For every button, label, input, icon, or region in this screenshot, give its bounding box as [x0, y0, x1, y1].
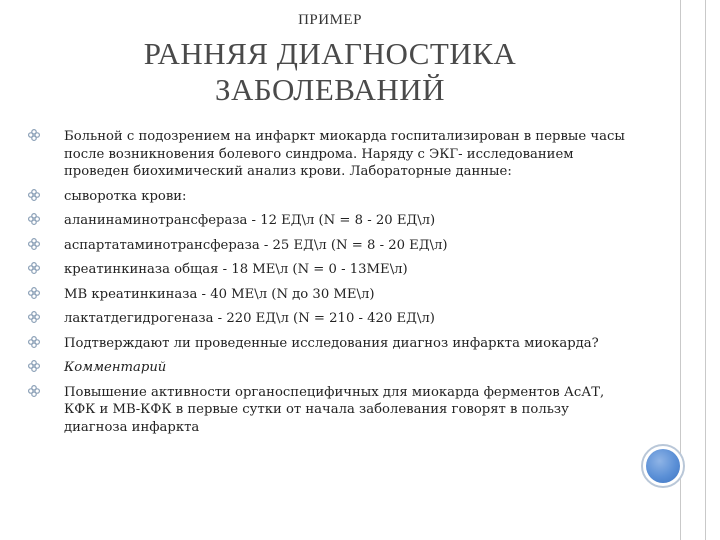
bullet-text: сыворотка крови:	[64, 188, 187, 204]
flower-bullet-icon	[28, 336, 40, 348]
bullet-text: аспартатаминотрансфераза - 25 ЕД\л (N = 8 - 20 ЕД\л)	[64, 237, 448, 253]
slide-title-line-2: ЗАБОЛЕВАНИЙ	[214, 72, 446, 107]
slide-title	[0, 36, 660, 108]
decorative-circle	[641, 444, 685, 488]
list-item	[28, 286, 628, 304]
list-item	[28, 188, 628, 206]
flower-bullet-icon	[28, 213, 40, 225]
flower-bullet-icon	[28, 238, 40, 250]
list-item	[28, 212, 628, 230]
list-item	[28, 237, 628, 255]
bullet-text: Больной с подозрением на инфаркт миокарда госпитализирован в первые часы после возникновения болевого синдрома. Наряду с ЭКГ- исследованием проведен биохимический анализ крови. Лабораторные данные:	[64, 129, 625, 179]
list-item	[28, 335, 628, 353]
list-item	[28, 359, 628, 377]
flower-bullet-icon	[28, 262, 40, 274]
flower-bullet-icon	[28, 360, 40, 372]
flower-bullet-icon	[28, 287, 40, 299]
slide-title-line-1: РАННЯЯ ДИАГНОСТИКА	[143, 36, 517, 71]
flower-bullet-icon	[28, 189, 40, 201]
bullet-text: Комментарий	[64, 360, 167, 375]
bullet-text: креатинкиназа общая - 18 МЕ\л (N = 0 - 13МЕ\л)	[64, 262, 408, 277]
bullet-text: аланинаминотрансфераза - 12 ЕД\л (N = 8 - 20 ЕД\л)	[64, 213, 436, 228]
flower-bullet-icon	[28, 311, 40, 323]
list-item	[28, 261, 628, 279]
bullet-text: МВ креатинкиназа - 40 МЕ\л (N до 30 МЕ\л)	[64, 286, 375, 302]
flower-bullet-icon	[28, 385, 40, 397]
flower-bullet-icon	[28, 129, 40, 141]
list-item	[28, 128, 628, 181]
bullet-text: лактатдегидрогеназа - 220 ЕД\л (N = 210 - 420 ЕД\л)	[64, 311, 435, 326]
slide-subtitle: ПРИМЕР	[298, 12, 362, 28]
bullet-list	[28, 128, 628, 443]
list-item	[28, 310, 628, 328]
bullet-text: Подтверждают ли проведенные исследования диагноз инфаркта миокарда?	[64, 335, 599, 351]
bullet-text: Повышение активности органоспецифичных для миокарда ферментов АсАТ, КФК и МВ-КФК в первые сутки от начала заболевания говорят в пользу диагноза инфаркта	[64, 384, 605, 435]
list-item	[28, 384, 628, 437]
